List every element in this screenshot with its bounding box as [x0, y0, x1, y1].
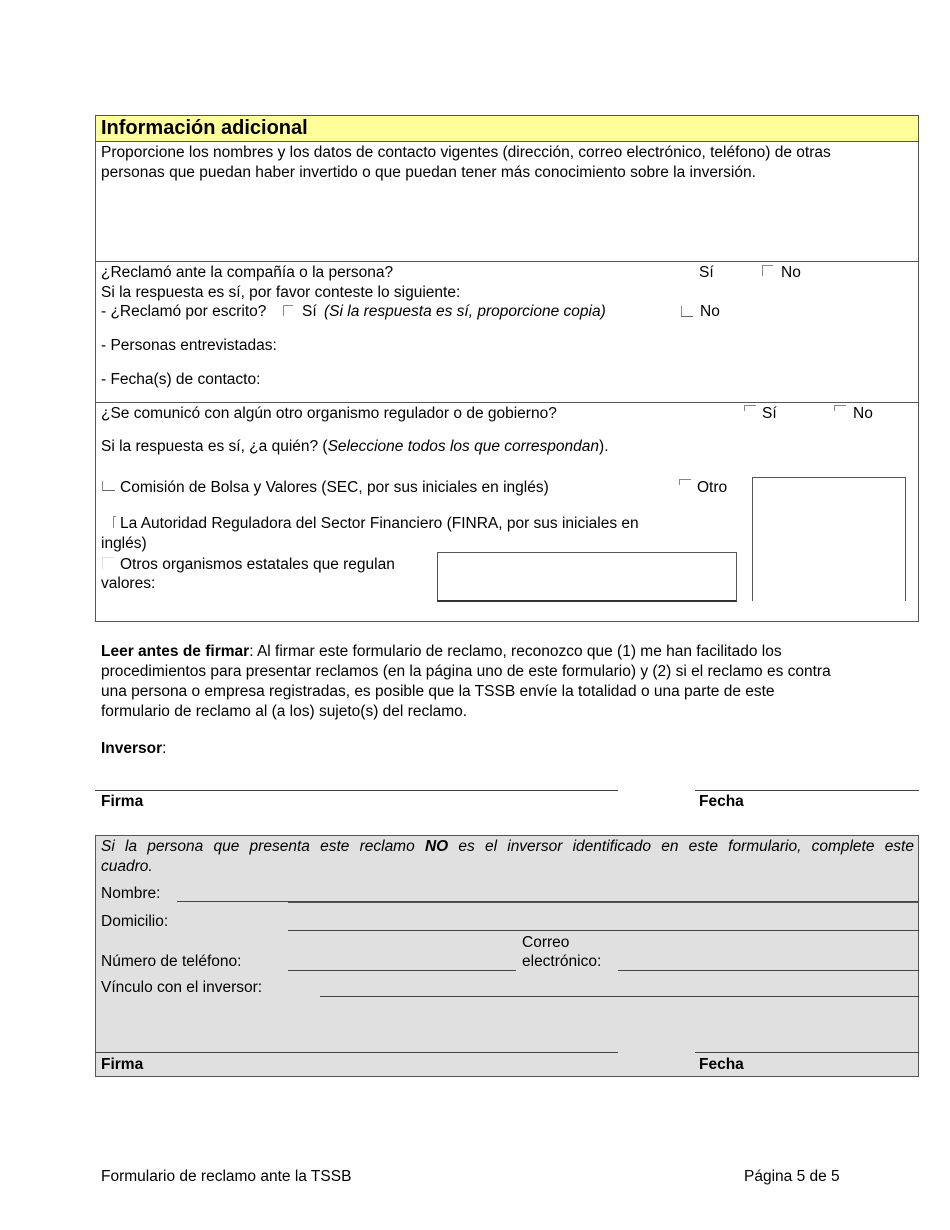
- if-yes-instructions: Si la respuesta es sí, por favor conteste lo siguiente:: [101, 284, 461, 301]
- intro-line-1: Proporcione los nombres y los datos de contacto vigentes (dirección, correo electrónico, teléfono) de otras: [101, 144, 831, 161]
- state-regulators-label-line-1: Otros organismos estatales que regulan: [120, 556, 395, 573]
- written-yes-checkbox[interactable]: [283, 305, 293, 316]
- regulator-question: ¿Se comunicó con algún otro organismo regulador o de gobierno?: [101, 405, 557, 422]
- to-whom-instructions: Si la respuesta es sí, ¿a quién? (Seleccione todos los que correspondan).: [101, 438, 609, 455]
- name-input[interactable]: [177, 883, 919, 902]
- investor-signature-label: Firma: [101, 793, 144, 810]
- other-checkbox[interactable]: [679, 479, 691, 485]
- email-input[interactable]: [618, 952, 919, 971]
- filer-date-label: Fecha: [699, 1056, 744, 1073]
- state-regulators-checkbox[interactable]: [102, 557, 114, 569]
- investor-date-label: Fecha: [699, 793, 744, 810]
- regulator-no-checkbox[interactable]: [834, 405, 846, 411]
- filer-signature-field[interactable]: [95, 1034, 618, 1053]
- sec-checkbox[interactable]: [102, 481, 115, 491]
- other-regulator-textbox[interactable]: [752, 477, 906, 601]
- filer-date-field[interactable]: [695, 1034, 919, 1053]
- read-before-line-2: procedimientos para presentar reclamos (en la página uno de este formulario) y (2) si el reclamo es contra: [101, 663, 831, 680]
- relationship-input[interactable]: [320, 978, 919, 997]
- contact-dates-input[interactable]: [285, 370, 885, 388]
- other-filer-intro-line-1: Si la persona que presenta este reclamo NO es el inversor identificado en este formulario, complete este: [101, 838, 914, 855]
- written-complaint-question: - ¿Reclamó por escrito?: [101, 303, 267, 320]
- email-label-line-2: electrónico:: [522, 953, 602, 970]
- intro-line-2: personas que puedan haber invertido o que puedan tener más conocimiento sobre la inversión.: [101, 164, 756, 181]
- other-label: Otro: [697, 479, 728, 496]
- persons-interviewed-label: - Personas entrevistadas:: [101, 337, 277, 354]
- phone-input[interactable]: [288, 952, 516, 971]
- finra-label-line-1: La Autoridad Reguladora del Sector Financiero (FINRA, por sus iniciales en: [120, 515, 639, 532]
- additional-info-title: Información adicional: [101, 117, 308, 139]
- sec-label: Comisión de Bolsa y Valores (SEC, por sus iniciales en inglés): [120, 479, 549, 496]
- finra-label-line-2: inglés): [101, 535, 147, 552]
- relationship-label: Vínculo con el inversor:: [101, 979, 263, 996]
- read-before-line-4: formulario de reclamo al (a los) sujeto(s) del reclamo.: [101, 703, 468, 720]
- regulator-yes-checkbox[interactable]: [744, 405, 756, 411]
- email-label-line-1: Correo: [522, 934, 570, 951]
- contact-dates-label: - Fecha(s) de contacto:: [101, 371, 261, 388]
- company-complaint-question: ¿Reclamó ante la compañía o la persona?: [101, 264, 394, 281]
- footer-form-title: Formulario de reclamo ante la TSSB: [101, 1168, 352, 1185]
- other-investors-textarea[interactable]: [100, 185, 916, 261]
- written-yes-note: (Si la respuesta es sí, proporcione copia): [324, 303, 606, 320]
- company-complaint-yes-label: Sí: [699, 264, 714, 281]
- other-filer-intro-line-2: cuadro.: [101, 858, 153, 875]
- regulator-no-label: No: [853, 405, 873, 422]
- phone-label: Número de teléfono:: [101, 953, 242, 970]
- state-regulators-label-line-2: valores:: [101, 575, 156, 592]
- read-before-line-3: una persona o empresa registradas, es posible que la TSSB envíe la totalidad o una parte de este: [101, 683, 775, 700]
- divider-1: [96, 261, 918, 262]
- filer-signature-label: Firma: [101, 1056, 144, 1073]
- divider-2: [96, 402, 918, 403]
- company-complaint-no-checkbox[interactable]: [762, 265, 773, 276]
- investor-signature-field[interactable]: [95, 772, 618, 791]
- address-top-rule: [288, 902, 919, 903]
- read-before-line-1: Leer antes de firmar: Al firmar este formulario de reclamo, reconozco que (1) me han facilitado los: [101, 643, 782, 660]
- persons-interviewed-input[interactable]: [300, 336, 900, 354]
- written-yes-label: Sí: [302, 303, 317, 320]
- investor-date-field[interactable]: [695, 772, 919, 791]
- written-no-checkbox[interactable]: [681, 306, 693, 317]
- finra-checkbox[interactable]: [113, 516, 116, 528]
- regulator-yes-label: Sí: [762, 405, 777, 422]
- name-label: Nombre:: [101, 885, 161, 902]
- address-label: Domicilio:: [101, 913, 169, 930]
- state-regulators-textbox[interactable]: [437, 552, 737, 602]
- address-input[interactable]: [288, 912, 919, 931]
- written-no-label: No: [700, 303, 720, 320]
- company-complaint-no-label: No: [781, 264, 801, 281]
- investor-label: Inversor:: [101, 740, 167, 757]
- footer-page-number: Página 5 de 5: [744, 1168, 840, 1185]
